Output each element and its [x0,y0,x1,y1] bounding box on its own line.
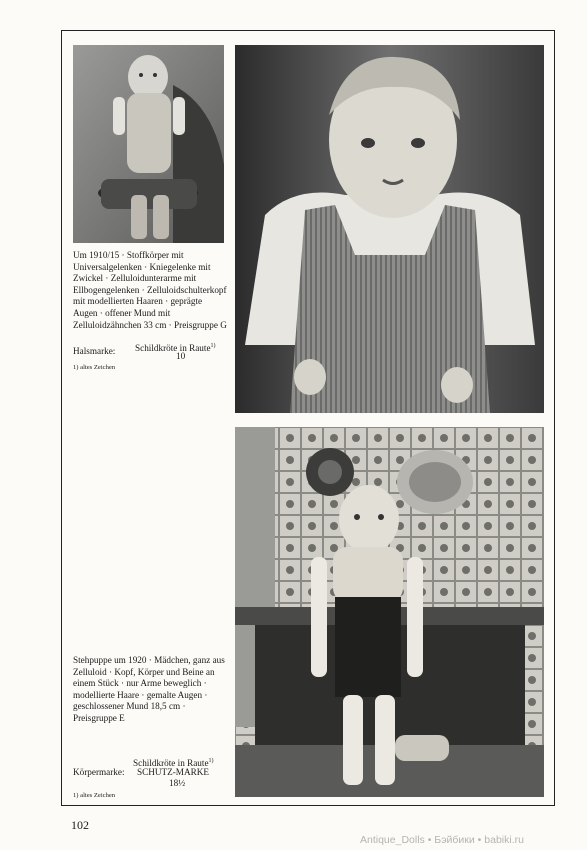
caption-doll-2: Stehpuppe um 1920 · Mädchen, ganz aus Zelluloid · Kopf, Körper und Beine an einem Stück · nur Arme beweglich · modellierte Haare · gemalte Augen · geschlossener Mund 18,5 cm · Preisgruppe E [73,655,225,723]
mark-sup: 1) [210,343,216,349]
mark-label: Körpermarke: [73,767,125,777]
page-number: 102 [71,818,89,832]
mark-number: 18½ [169,778,186,788]
mark-text-1: Schildkröte in Raute$^{1)}$ [133,758,214,769]
mark-sup: 1) [208,758,214,764]
mark-text-2: SCHUTZ-MARKE [137,767,209,777]
mark-label: Halsmarke: [73,346,116,356]
footnote: 1) altes Zeichen [73,364,116,371]
doll-photo-small [73,45,224,243]
caption-doll-1: Um 1910/15 · Stoffkörper mit Universalgelenken · Kniegelenke mit Zwickel · Zelluloidunterarme mit Ellbogengelenken · Zelluloidschulterkopf mit modellierten Haaren · geprägte Augen · offener Mund mit Zelluloidzähnchen 33 cm · Preisgruppe G [73,250,227,330]
footnote: 1) altes Zeichen [73,792,116,799]
doll-photo-large [235,45,544,413]
doll-photo-kitchen [235,427,544,797]
mark-number: 10 [176,351,186,361]
mark-text-1: Schildkröte in Raute [135,343,211,354]
watermark: Antique_Dolls • Бэйбики • babiki.ru [360,834,524,846]
